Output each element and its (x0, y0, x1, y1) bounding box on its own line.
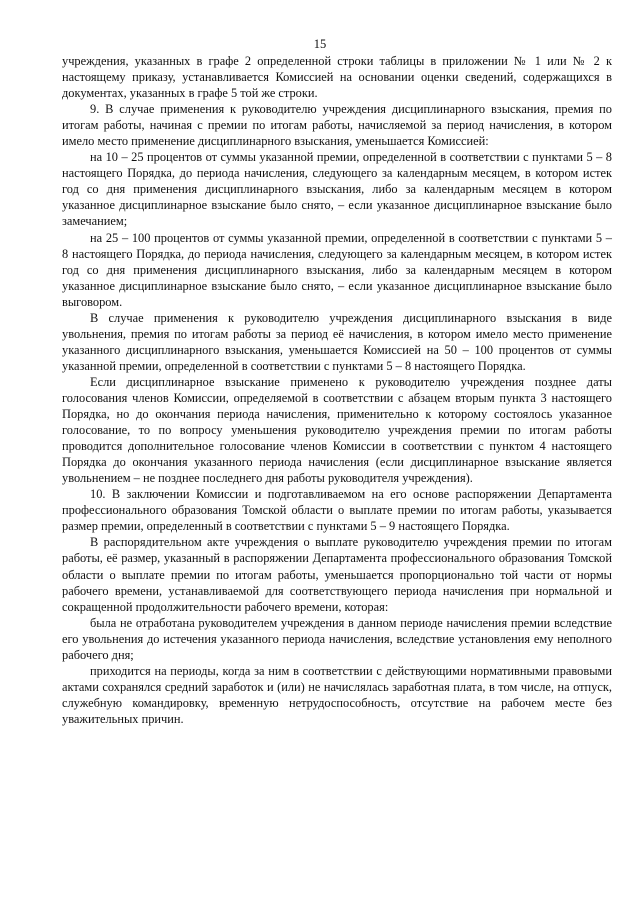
paragraph-reduction-reprimand-remark: на 10 – 25 процентов от суммы указанной премии, определенной в соответствии с пунктами 5 – 8 настоящего Порядка, до периода начисления, следующего за календарным месяцем, в котором истек год со дня применения дисциплинарного взыскания, либо за календарным месяцем в котором указанное дисциплинарное взыскание было снято, – если указанное дисциплинарное взыскание было замечанием; (62, 150, 612, 229)
paragraph-not-worked: была не отработана руководителем учреждения в данном периоде начисления премии вследствие его увольнения до истечения указанного периода начисления, вследствие установления ему неполного рабочего дня; (62, 615, 612, 662)
paragraph-late-penalty: Если дисциплинарное взыскание применено к руководителю учреждения позднее даты голосования членов Комиссии, определяемой в соответствии с абзацем вторым пункта 3 настоящего Порядка, но до окончания периода начисления, применительно к которому состоялось указанное голосование, то по вопросу уменьшения руководителю учреждения премии по итогам работы проводится дополнительное голосование членов Комиссии в соответствии с пунктом 4 настоящего Порядка до окончания указанного периода начисления (если дисциплинарное взыскание является увольнением – не позднее последнего дня работы руководителя учреждения). (62, 374, 612, 486)
paragraph-reduction-reprimand: на 25 – 100 процентов от суммы указанной премии, определенной в соответствии с пунктами 5 – 8 настоящего Порядка, до периода начисления, следующего за календарным месяцем, в котором истек год со дня применения дисциплинарного взыскания, либо за календарным месяцем в котором указанное дисциплинарное взыскание было снято, – если указанное дисциплинарное взыскание было выговором. (62, 230, 612, 309)
paragraph-retained-earnings: приходится на периоды, когда за ним в соответствии с действующими нормативными правовыми актами сохранялся средний заработок и (или) не начислялась заработная плата, в том числе, на отпуск, служебную командировку, временную нетрудоспособность, отсутствие на рабочем месте без уважительных причин. (62, 663, 612, 726)
paragraph-institution-act: В распорядительном акте учреждения о выплате руководителю учреждения премии по итогам работы, её размер, указанный в распоряжении Департамента профессионального образования Томской области о выплате премии по итогам работы, уменьшается пропорционально той части от нормы рабочего времени, устанавливаемой для соответствующего периода начисления при нормальной и сокращенной продолжительности рабочего времени, которая: (62, 535, 612, 614)
paragraph-item-10: 10. В заключении Комиссии и подготавливаемом на его основе распоряжении Департамента профессионального образования Томской области о выплате премии по итогам работы, указывается размер премии, определенный в соответствии с пунктами 5 – 9 настоящего Порядка. (62, 487, 612, 534)
page-number: 15 (313, 37, 327, 51)
paragraph-dismissal: В случае применения к руководителю учреждения дисциплинарного взыскания в виде увольнения, премия по итогам работы за период её начисления, в котором имело место применение указанного дисциплинарного взыскания, уменьшается Комиссией на 50 – 100 процентов от суммы указанной премии, определенной в соответствии с пунктами 5 – 8 настоящего Порядка. (62, 310, 612, 373)
paragraph-continuation: учреждения, указанных в графе 2 определенной строки таблицы в приложении № 1 или № 2 к настоящему приказу, устанавливается Комиссией на основании оценки сведений, содержащихся в документах, указанных в графе 5 той же строки. (62, 54, 612, 101)
paragraph-item-9: 9. В случае применения к руководителю учреждения дисциплинарного взыскания, премия по итогам работы, начиная с премии по итогам работы, начисляемой за период начисления, в котором имело место применение дисциплинарного взыскания, уменьшается Комиссией: (62, 102, 612, 149)
document-body (62, 53, 612, 727)
